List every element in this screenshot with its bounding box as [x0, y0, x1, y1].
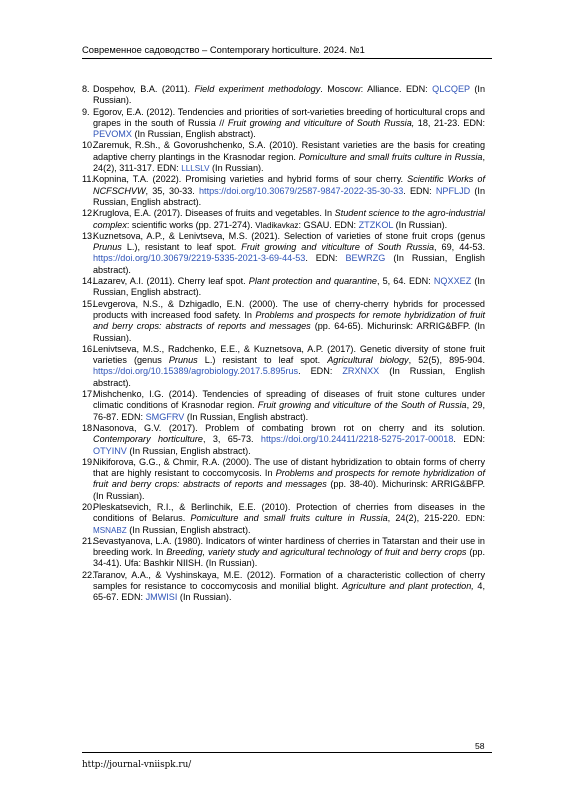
reference-text: Taranov, A.A., & Vyshinskaya, M.E. (2012). Formation of a characteristic collection of cherry samples for resistance to coccomycosis and monilial blight. [93, 569, 485, 592]
reference-number: 17. [82, 389, 95, 400]
reference-text: (In Russian). [177, 592, 232, 603]
reference-text: , 24(2), 311-317. EDN: [93, 151, 485, 174]
reference-link[interactable]: SMGFRV [145, 411, 185, 422]
reference-text: . EDN: [305, 253, 346, 264]
footer-divider [82, 752, 492, 753]
reference-text: Kruglova, E.A. (2017). Diseases of fruits and vegetables. In [93, 208, 335, 219]
reference-text: , 29, 76-87. EDN: [93, 400, 485, 422]
reference-text: . EDN: [403, 185, 436, 196]
reference-text: : [482, 513, 485, 524]
reference-link[interactable]: https://doi.org/10.15389/agrobiology.2017.5.895rus [93, 366, 299, 377]
reference-link[interactable]: OTYINV [93, 445, 127, 456]
reference-text: . Moscow: Alliance. EDN: [320, 84, 433, 94]
reference-item [82, 570, 485, 604]
reference-link[interactable]: PEVOMX [93, 129, 132, 140]
reference-item [82, 389, 485, 423]
reference-text: Egorov, E.A. (2012). Tendencies and priorities of sort-varieties breeding of horticultural crops and grapes in the south of Russia // [93, 106, 485, 128]
reference-item [82, 174, 485, 208]
reference-link[interactable]: ZTZKOL [358, 219, 394, 230]
reference-text: Lenivtseva, M.S., Radchenko, E.E., & Kuznetsova, A.P. (2017). Genetic diversity of stone fruit varieties (genus [93, 343, 485, 366]
reference-text: , 3, 65-73. [202, 434, 261, 445]
reference-text: Mishchenko, I.G. (2014). Tendencies of spreading of diseases of fruit stone cultures under climatic conditions of Krasnodar region. [93, 389, 485, 411]
reference-text: Fruit growing and viticulture of the South of Russia [257, 400, 467, 411]
reference-text: Breeding, variety study and agricultural technology of fruit and berry crops [166, 547, 467, 558]
reference-number: 10. [82, 140, 95, 151]
header-divider [82, 58, 492, 59]
reference-link[interactable]: BEWRZG [345, 253, 386, 264]
reference-text: Levgerova, N.S., & Dzhigadlo, E.N. (2000). The use of cherry-cherry hybrids for processed products with increased food safety. In [93, 298, 485, 320]
reference-text: Kopnina, T.A. (2022). Promising varieties and hybrid forms of sour cherry. [93, 174, 408, 185]
reference-text: Zaremuk, R.Sh., & Govorushchenko, S.A. (2010). Resistant varieties are the basis for creating adaptive cherry plantings in the Krasnodar region. [93, 140, 485, 162]
reference-text: Prunus [168, 355, 198, 366]
reference-item [82, 457, 485, 502]
reference-item [82, 536, 485, 570]
reference-text: (In Russian, English abstract). [126, 524, 251, 535]
reference-text: Vladikavkaz [255, 220, 299, 230]
reference-text: , 69, 44-53. [434, 242, 485, 253]
reference-link[interactable]: JMWISI [145, 592, 178, 603]
reference-number: 19. [82, 456, 95, 467]
reference-text: Dospehov, B.A. (2011). [93, 84, 195, 94]
reference-number: 22. [82, 569, 95, 580]
reference-text: Agriculture and plant protection, [342, 581, 474, 592]
reference-item [82, 276, 485, 299]
reference-text: EDN [465, 514, 483, 524]
reference-item [82, 299, 485, 344]
reference-text: Field experiment methodology [194, 84, 321, 94]
reference-text: Lazarev, A.I. (2011). Cherry leaf spot. [93, 276, 249, 287]
reference-number: 12. [82, 208, 95, 219]
reference-text: : GSAU. EDN: [298, 219, 359, 230]
reference-text: (In Russian). [393, 219, 448, 230]
reference-text: L.), resistant to leaf spot. [121, 242, 242, 253]
reference-text: Agricultural biology [327, 355, 409, 366]
reference-link[interactable]: QLCQEP [432, 84, 470, 94]
reference-number: 18. [82, 422, 95, 433]
reference-link[interactable]: https://doi.org/10.30679/2219-5335-2021-3-69-44-53 [93, 253, 306, 264]
reference-number: 8. [82, 84, 90, 94]
reference-text: Pomiculture and small fruits culture in Russia [298, 151, 483, 162]
reference-item [82, 208, 485, 231]
reference-link[interactable]: MSNABZ [93, 525, 127, 535]
reference-text: Prunus [93, 242, 122, 253]
reference-text: . EDN: [298, 366, 343, 377]
reference-number: 16. [82, 343, 95, 354]
reference-item [82, 107, 485, 141]
reference-text: (In Russian, English abstract). [93, 253, 485, 275]
reference-text: . EDN: [453, 434, 485, 445]
reference-list [82, 84, 485, 604]
reference-text: Pleskatsevich, R.I., & Berlinchik, E.E. (2010). Protection of cherries from diseases in the conditions of Belarus. [93, 501, 485, 524]
reference-number: 20. [82, 501, 95, 512]
reference-text: 18, 21-23. EDN: [414, 117, 485, 128]
reference-text: Kuznetsova, A.P., & Lenivtseva, M.S. (2021). Selection of varieties of stone fruit crops (genus [93, 230, 485, 241]
reference-link[interactable]: ZRXNXX [342, 366, 380, 377]
reference-text: Contemporary horticulture [93, 434, 203, 445]
reference-number: 14. [82, 276, 95, 287]
reference-number: 13. [82, 230, 95, 241]
reference-text: (In Russian, English abstract). [93, 366, 485, 388]
reference-number: 9. [82, 106, 90, 117]
reference-text: (pp. 34-41). Ufa: Bashkir NIISH. (In Russian). [93, 547, 485, 569]
reference-text: Fruit growing and viticulture of South Russia [241, 242, 435, 253]
reference-link[interactable]: https://doi.org/10.24411/2218-5275-2017-00018 [260, 434, 454, 445]
reference-text: , 24(2), 215-220. [387, 513, 466, 524]
reference-item [82, 231, 485, 276]
reference-link[interactable]: NQXXEZ [433, 276, 472, 287]
reference-item [82, 344, 485, 389]
reference-text: Problems and prospects for remote hybridization of fruit and berry crops: abstracts of reports and messages [93, 468, 485, 490]
reference-text: Nasonova, G.V. (2017). Problem of combating brown rot on cherry and its solution. [93, 422, 485, 433]
reference-text: Fruit growing and viticulture of South Russia, [227, 117, 415, 128]
reference-text: (In Russian, English abstract). [93, 276, 485, 298]
reference-item [82, 140, 485, 174]
reference-text: Problems and prospects for remote hybridization of fruit and berry crops: abstracts of reports and messages [93, 309, 485, 332]
reference-text: (In Russian, English abstract). [126, 445, 251, 456]
reference-text: (In Russian, English abstract). [93, 185, 485, 207]
reference-number: 15. [82, 298, 95, 309]
reference-text: (pp. 64-65). Michurinsk: ARRIG&BFP. (In Russian). [93, 321, 485, 343]
page-number: 58 [475, 741, 485, 751]
reference-text: Student science to the agro-industrial complex [93, 208, 485, 230]
reference-text: , 35, 30-33. [145, 185, 199, 196]
reference-text: L.) resistant to leaf spot. [197, 355, 328, 366]
reference-text: (In Russian, English abstract). [184, 411, 309, 422]
reference-text: Pomiculture and small fruits culture in Russia [190, 513, 388, 524]
reference-text: Plant protection and quarantine [248, 276, 377, 287]
reference-number: 11. [82, 174, 94, 185]
reference-item [82, 84, 485, 107]
reference-number: 21. [82, 535, 95, 546]
reference-text: Sevastyanova, L.A. (1980). Indicators of winter hardiness of cherries in Tatarstan and their use in breeding work. In [93, 535, 485, 558]
reference-text: (In Russian). [93, 84, 486, 106]
reference-text: Nikiforova, G.G., & Chmir, R.A. (2000). The use of distant hybridization to obtain forms of cherry that are highly resistant to coccomycosis. In [93, 456, 485, 479]
journal-header: Современное садоводство – Contemporary horticulture. 2024. №1 [82, 44, 365, 55]
reference-item [82, 423, 485, 457]
reference-text: 4, 65-67. EDN: [93, 581, 485, 603]
reference-text: (In Russian, English abstract). [131, 129, 256, 140]
reference-item [82, 502, 485, 536]
reference-text: , 52(5), 895-904. [408, 355, 485, 366]
reference-link[interactable]: NPFLJD [435, 185, 471, 196]
reference-link[interactable]: LLLSLV [181, 164, 210, 174]
reference-text: : scientific works (pp. 271-274). [126, 219, 256, 230]
footer-url[interactable]: http://journal-vniispk.ru/ [82, 760, 192, 770]
reference-link[interactable]: https://doi.org/10.30679/2587-9847-2022-35-30-33 [199, 185, 404, 196]
reference-text: , 5, 64. EDN: [376, 276, 434, 287]
reference-text: Scientific Works of NCFSCHVW [93, 174, 485, 196]
reference-text: (pp. 38-40). Michurinsk: ARRIG&BFP. (In Russian). [93, 479, 485, 501]
reference-text: (In Russian). [209, 163, 264, 174]
